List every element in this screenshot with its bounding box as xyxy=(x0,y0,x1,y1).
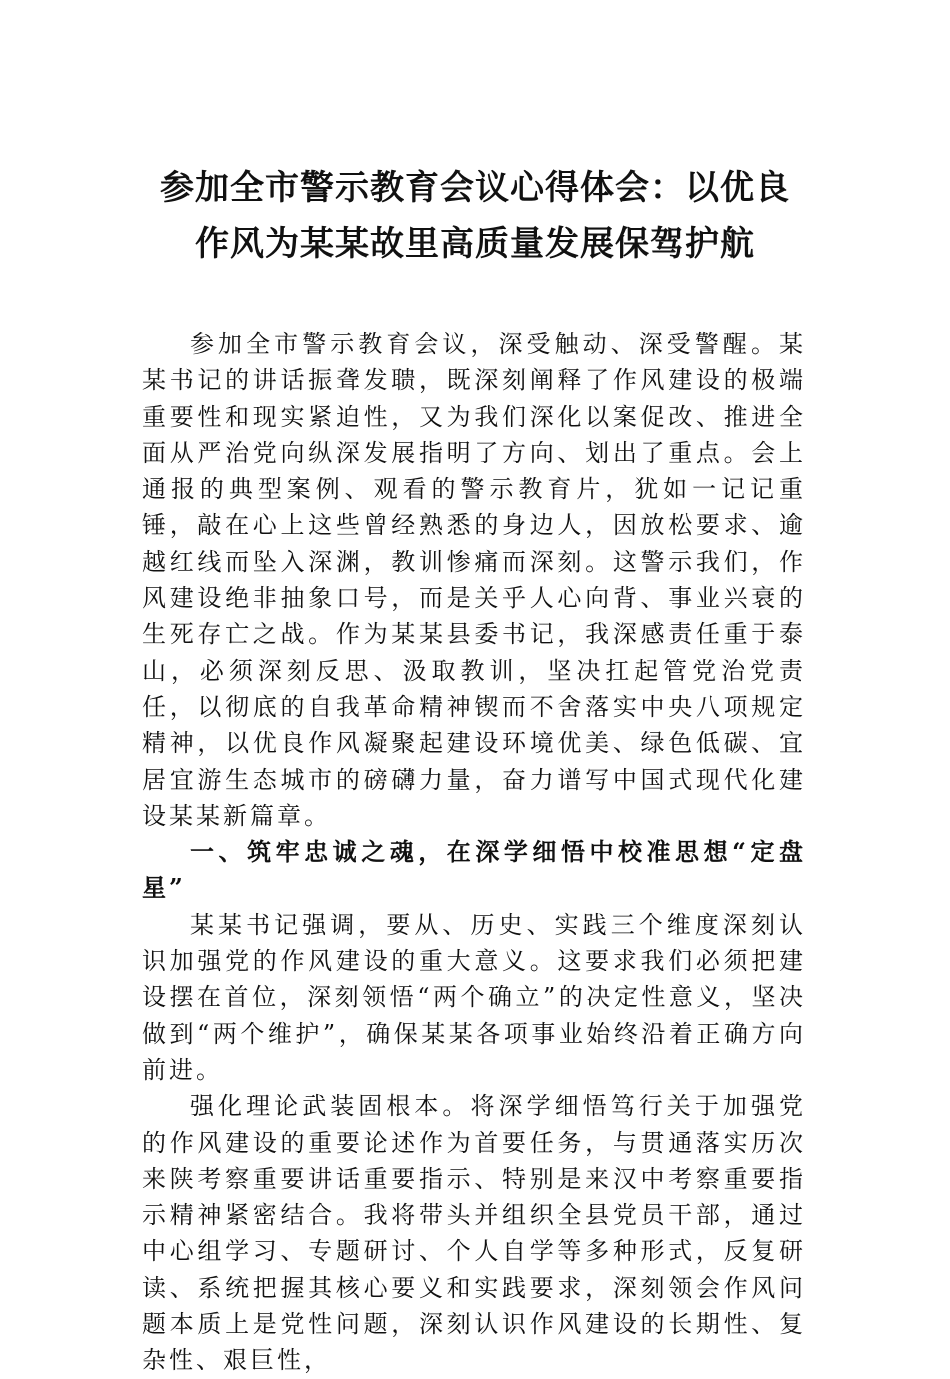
document-body xyxy=(142,326,806,1379)
section-1-heading: 一、筑牢忠诚之魂，在深学细悟中校准思想“定盘星” xyxy=(142,837,806,903)
document-title xyxy=(140,160,810,272)
section-1-paragraph-2: 强化理论武装固根本。将深学细悟笃行关于加强党的作风建设的重要论述作为首要任务，与贯通落实历次来陕考察重要讲话重要指示、特别是来汉中考察重要指示精神紧密结合。我将带头并组织全县党员干部，通过中心组学习、专题研讨、个人自学等多种形式，反复研读、系统把握其核心要义和实践要求，深刻领会作风问题本质上是党性问题，深刻认识作风建设的长期性、复杂性、艰巨性， xyxy=(142,1092,806,1375)
intro-paragraph: 参加全市警示教育会议，深受触动、深受警醒。某某书记的讲话振聋发聩，既深刻阐释了作风建设的极端重要性和现实紧迫性，又为我们深化以案促改、推进全面从严治党向纵深发展指明了方向、划出了重点。会上通报的典型案例、观看的警示教育片，犹如一记记重锤，敲在心上这些曾经熟悉的身边人，因放松要求、逾越红线而坠入深渊，教训惨痛而深刻。这警示我们，作风建设绝非抽象口号，而是关乎人心向背、事业兴衰的生死存亡之战。作为某某县委书记，我深感责任重于泰山，必须深刻反思、汲取教训，坚决扛起管党治党责任，以彻底的自我革命精神锲而不舍落实中央八项规定精神，以优良作风凝聚起建设环境优美、绿色低碳、宜居宜游生态城市的磅礴力量，奋力谱写中国式现代化建设某某新篇章。 xyxy=(142,330,806,830)
title-line-1: 参加全市警示教育会议心得体会：以优良 xyxy=(160,168,790,208)
section-1-paragraph-1: 某某书记强调，要从、历史、实践三个维度深刻认识加强党的作风建设的重大意义。这要求我们必须把建设摆在首位，深刻领悟“两个确立”的决定性意义，坚决做到“两个维护”，确保某某各项事业始终沿着正确方向前进。 xyxy=(142,910,806,1084)
title-line-2: 作风为某某故里高质量发展保驾护航 xyxy=(195,224,755,264)
